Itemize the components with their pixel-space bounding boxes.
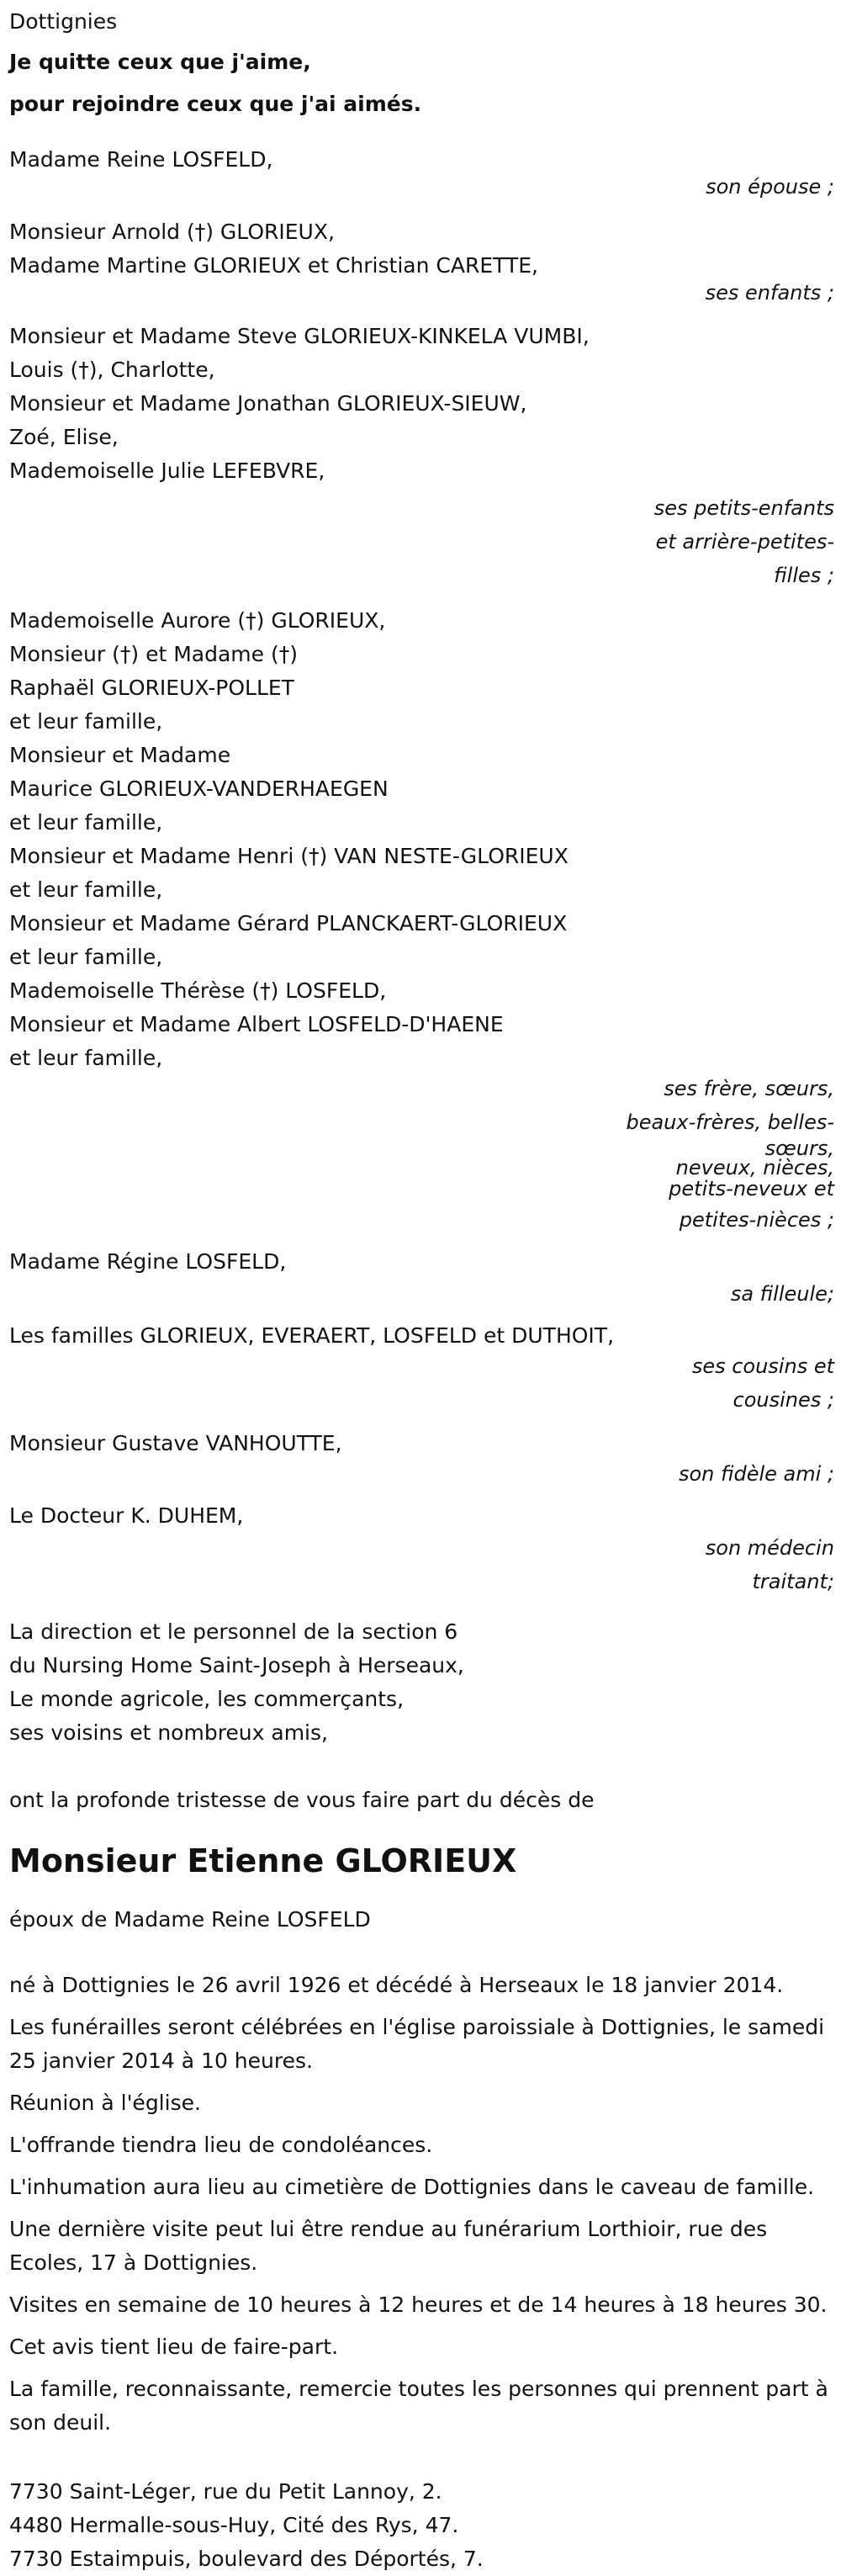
family-line: et leur famille, — [9, 1046, 163, 1070]
detail-paragraph: Réunion à l'église. — [9, 2091, 201, 2115]
detail-paragraph: Visites en semaine de 10 heures à 12 heures et de 14 heures à 18 heures 30. — [9, 2292, 828, 2317]
deceased-name: Monsieur Etienne GLORIEUX — [9, 1842, 517, 1879]
others-block — [9, 1615, 838, 1750]
family-line: et leur famille, — [9, 945, 163, 969]
others-line: ses voisins et nombreux amis, — [9, 1720, 328, 1745]
relation-label: ses frère, sœurs, — [664, 1077, 834, 1100]
family-group-grandchildren — [9, 320, 838, 592]
relation-label: son médecin — [705, 1536, 834, 1560]
family-line: Le Docteur K. DUHEM, — [9, 1503, 244, 1528]
obituary-notice — [9, 0, 838, 2576]
family-line: et leur famille, — [9, 877, 163, 902]
relation-label: ses petits-enfants — [653, 496, 834, 520]
family-line: Maurice GLORIEUX-VANDERHAEGEN — [9, 777, 389, 801]
relation-label: sœurs, — [764, 1137, 834, 1160]
family-line: Zoé, Elise, — [9, 425, 119, 449]
details-block — [9, 1969, 838, 2440]
family-line: Mademoiselle Aurore (†) GLORIEUX, — [9, 608, 386, 633]
family-group-goddaughter — [9, 1245, 838, 1311]
address-line: 7730 Estaimpuis, boulevard des Déportés, 7. — [9, 2547, 484, 2571]
others-line: Le monde agricole, les commerçants, — [9, 1687, 405, 1711]
family-group-children — [9, 215, 838, 310]
relation-label: son fidèle ami ; — [678, 1462, 834, 1486]
family-group-siblings — [9, 604, 838, 1237]
family-line: Monsieur et Madame Jonathan GLORIEUX-SIEUW, — [9, 391, 527, 416]
family-group-doctor — [9, 1499, 838, 1598]
family-group-friend — [9, 1427, 838, 1491]
address-line: 7730 Saint-Léger, rue du Petit Lannoy, 2. — [9, 2479, 442, 2504]
detail-paragraph: L'offrande tiendra lieu de condoléances. — [9, 2133, 433, 2157]
others-line: du Nursing Home Saint-Joseph à Herseaux, — [9, 1653, 464, 1678]
relation-label: petits-neveux et — [669, 1177, 834, 1201]
detail-paragraph: Les funérailles seront célébrées en l'église paroissiale à Dottignies, le samedi 25 janvier 2014 à 10 heures. — [9, 2015, 825, 2073]
family-line: Monsieur (†) et Madame (†) — [9, 642, 298, 666]
family-line: Monsieur et Madame Gérard PLANCKAERT-GLORIEUX — [9, 911, 568, 936]
relation-label: filles ; — [774, 564, 834, 587]
family-line: Monsieur et Madame Steve GLORIEUX-KINKELA VUMBI, — [9, 324, 590, 348]
family-line: Louis (†), Charlotte, — [9, 358, 215, 382]
family-line: Madame Reine LOSFELD, — [9, 147, 273, 172]
relation-label: cousines ; — [733, 1388, 834, 1412]
family-group-spouse — [9, 143, 838, 204]
quote-line-2: pour rejoindre ceux que j'ai aimés. — [9, 92, 422, 116]
relation-label: sa filleule; — [730, 1282, 834, 1306]
family-line: Mademoiselle Thérèse (†) LOSFELD, — [9, 978, 387, 1003]
detail-paragraph: Cet avis tient lieu de faire-part. — [9, 2335, 339, 2359]
family-line: Madame Martine GLORIEUX et Christian CARETTE, — [9, 253, 538, 278]
relation-label: traitant; — [752, 1570, 834, 1593]
family-line: et leur famille, — [9, 709, 163, 734]
relation-label: neveux, nièces, — [675, 1156, 834, 1179]
spouse-line: époux de Madame Reine LOSFELD — [9, 1907, 371, 1932]
relation-label: son épouse ; — [706, 175, 834, 199]
family-line: Monsieur Arnold (†) GLORIEUX, — [9, 220, 335, 244]
relation-label: ses cousins et — [691, 1354, 834, 1378]
detail-paragraph: né à Dottignies le 26 avril 1926 et décédé à Herseaux le 18 janvier 2014. — [9, 1973, 784, 1997]
family-line: Mademoiselle Julie LEFEBVRE, — [9, 458, 325, 483]
family-line: Monsieur et Madame Albert LOSFELD-D'HAENE — [9, 1012, 504, 1036]
quote-line-1: Je quitte ceux que j'aime, — [9, 50, 311, 74]
detail-paragraph: La famille, reconnaissante, remercie toutes les personnes qui prennent part à son deuil. — [9, 2377, 828, 2435]
family-group-cousins — [9, 1319, 838, 1417]
family-line: Madame Régine LOSFELD, — [9, 1249, 287, 1274]
relation-label: ses enfants ; — [705, 281, 834, 305]
addresses-block — [9, 2475, 838, 2576]
family-line: Monsieur Gustave VANHOUTTE, — [9, 1431, 342, 1455]
relation-label: petites-nièces ; — [679, 1208, 834, 1232]
city-name: Dottignies — [9, 9, 118, 34]
family-line: et leur famille, — [9, 810, 163, 835]
family-line: Monsieur et Madame Henri (†) VAN NESTE-GLORIEUX — [9, 844, 569, 868]
family-line: Les familles GLORIEUX, EVERAERT, LOSFELD et DUTHOIT, — [9, 1323, 615, 1348]
relation-label: et arrière-petites- — [655, 530, 834, 554]
detail-paragraph: Une dernière visite peut lui être rendue au funérarium Lorthioir, rue des Ecoles, 17 à Dottignies. — [9, 2217, 768, 2275]
address-line: 4480 Hermalle-sous-Huy, Cité des Rys, 47. — [9, 2513, 459, 2537]
detail-paragraph: L'inhumation aura lieu au cimetière de Dottignies dans le caveau de famille. — [9, 2175, 815, 2199]
family-line: Raphaël GLORIEUX-POLLET — [9, 676, 294, 700]
others-line: La direction et le personnel de la section 6 — [9, 1619, 458, 1644]
family-line: Monsieur et Madame — [9, 743, 231, 767]
announcement-text: ont la profonde tristesse de vous faire part du décès de — [9, 1788, 595, 1812]
relation-label: beaux-frères, belles- — [626, 1110, 834, 1134]
